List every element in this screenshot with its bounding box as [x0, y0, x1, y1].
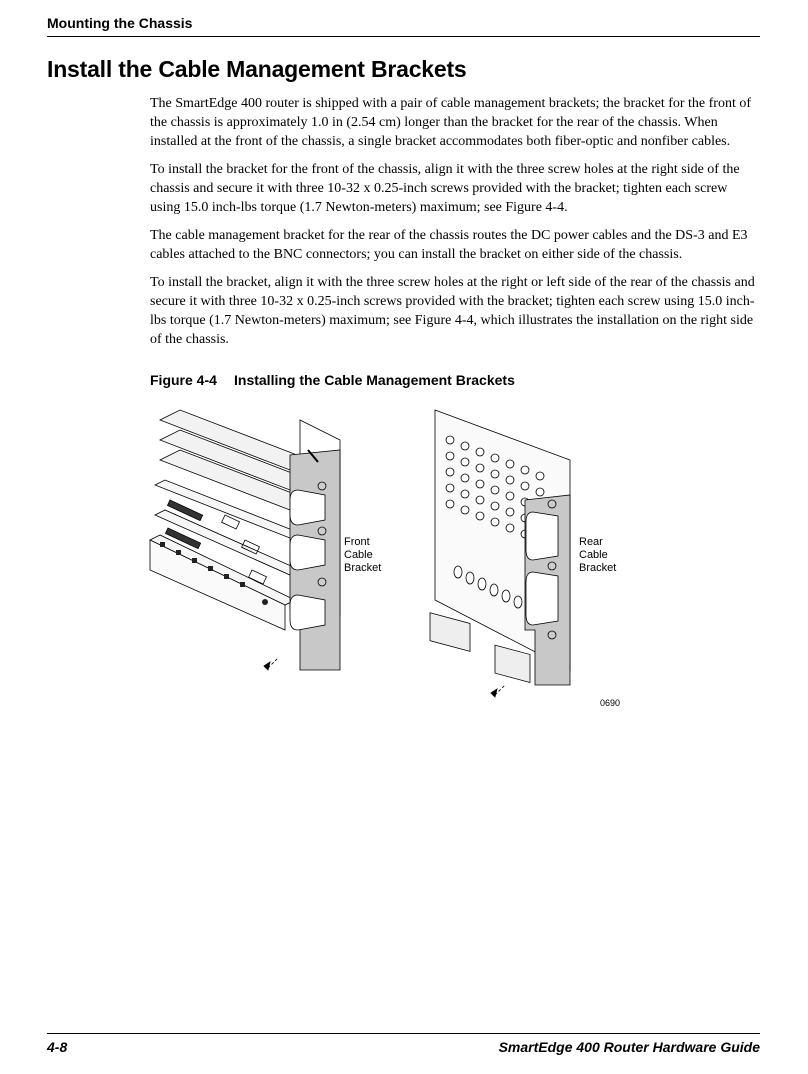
front-bracket-label-line-2: Cable — [344, 549, 373, 561]
body-text — [150, 94, 760, 358]
rear-bracket-label-line-3: Bracket — [579, 562, 617, 574]
front-chassis-illustration — [150, 410, 340, 670]
figure-caption — [150, 372, 515, 388]
rear-bracket-label-line-1: Rear — [579, 536, 603, 548]
section-title: Install the Cable Management Brackets — [47, 56, 467, 82]
figure-number: Figure 4-4 — [150, 372, 217, 388]
rear-bracket-label-line-2: Cable — [579, 549, 608, 561]
paragraph: The SmartEdge 400 router is shipped with a pair of cable management brackets; the bracket for the front of the chassis is approximately 1.0 in (2.54 cm) longer than the bracket for the rear of the chassis. When installed at the front of the chassis, a single bracket accommodates both fiber-optic and nonfiber cables. — [150, 96, 752, 149]
front-bracket-label-line-3: Bracket — [344, 562, 382, 574]
paragraph: The cable management bracket for the rear of the chassis routes the DC power cables and the DS-3 and E3 cables attached to the BNC connectors; you can install the bracket on either side of the chassis. — [150, 228, 748, 262]
rear-chassis-illustration — [430, 410, 570, 697]
paragraph: To install the bracket, align it with the three screw holes at the right or left side of the rear of the chassis and secure it with three 10-32 x 0.25-inch screws provided with the bracket; tighten each screw using 15.0 inch-lbs torque (1.7 Newton-meters) maximum; see Figure 4-4, which illustrates the installation on the right side of the chassis. — [150, 275, 755, 347]
art-id: 0690 — [600, 698, 621, 708]
paragraph: To install the bracket for the front of the chassis, align it with the three screw holes at the right side of the chassis and secure it with three 10-32 x 0.25-inch screws provided with the bracket; tighten each screw using 15.0 inch-lbs torque (1.7 Newton-meters) maximum; see Figure 4-4. — [150, 162, 740, 215]
figure-title: Installing the Cable Management Brackets — [234, 372, 515, 388]
figure-4-4 — [140, 400, 640, 720]
front-bracket-label-line-1: Front — [344, 536, 370, 548]
footer-rule — [47, 1033, 760, 1034]
page-number: 4-8 — [47, 1039, 68, 1055]
header-rule — [47, 36, 760, 37]
running-head: Mounting the Chassis — [47, 15, 193, 31]
book-title: SmartEdge 400 Router Hardware Guide — [498, 1039, 760, 1055]
